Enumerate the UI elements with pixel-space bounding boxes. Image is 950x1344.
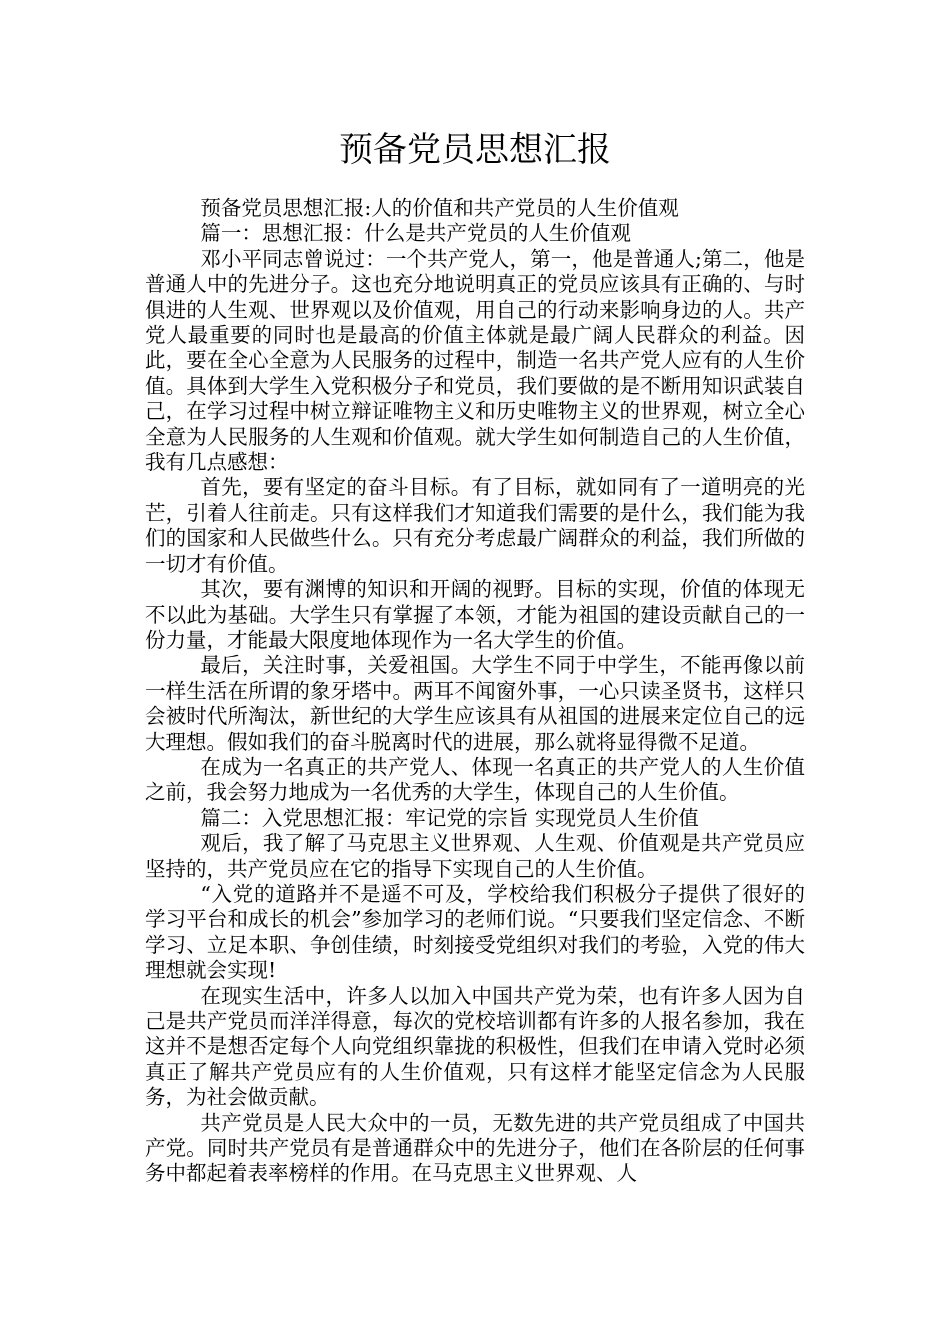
paragraph-subtitle: 预备党员思想汇报:人的价值和共产党员的人生价值观 <box>200 196 679 220</box>
paragraph: 在成为一名真正的共产党人、体现一名真正的共产党人的人生价值之前，我会努力地成为一名优秀的大学生，体现自己的人生价值。 <box>145 754 805 805</box>
paragraph-section-two-heading: 篇二：入党思想汇报：牢记党的宗旨 实现党员人生价值 <box>200 805 699 830</box>
paragraph: “入党的道路并不是遥不可及，学校给我们积极分子提供了很好的学习平台和成长的机会”参加学习的老师们说。“只要我们坚定信念、不断学习、立足本职、争创佳绩，时刻接受党组织对我们的考验，入党的伟大理想就会实现! <box>145 881 805 983</box>
paragraph: 最后，关注时事，关爱祖国。大学生不同于中学生，不能再像以前一样生活在所谓的象牙塔中。两耳不闻窗外事，一心只读圣贤书，这样只会被时代所淘汰，新世纪的大学生应该具有从祖国的进展来定位自己的远大理想。假如我们的奋斗脱离时代的进展，那么就将显得微不足道。 <box>145 653 805 754</box>
document-title: 预备党员思想汇报 <box>339 130 611 170</box>
paragraph: 共产党员是人民大众中的一员，无数先进的共产党员组成了中国共产党。同时共产党员有是普通群众中的先进分子，他们在各阶层的任何事务中都起着表率榜样的作用。在马克思主义世界观、人 <box>145 1110 805 1186</box>
paragraph: 首先，要有坚定的奋斗目标。有了目标，就如同有了一道明亮的光芒，引着人往前走。只有这样我们才知道我们需要的是什么，我们能为我们的国家和人民做些什么。只有充分考虑最广阔群众的利益，我们所做的一切才有价值。 <box>145 475 805 576</box>
paragraph: 观后，我了解了马克思主义世界观、人生观、价值观是共产党员应坚持的，共产党员应在它的指导下实现自己的人生价值。 <box>145 831 805 881</box>
paragraph: 在现实生活中，许多人以加入中国共产党为荣，也有许多人因为自己是共产党员而洋洋得意，每次的党校培训都有许多的人报名参加，我在这并不是想否定每个人向党组织靠拢的积极性，但我们在申请入党时必须真正了解共产党员应有的人生价值观，只有这样才能坚定信念为人民服务，为社会做贡献。 <box>145 983 805 1110</box>
paragraph: 邓小平同志曾说过：一个共产党人，第一，他是普通人;第二，他是普通人中的先进分子。这也充分地说明真正的党员应该具有正确的、与时俱进的人生观、世界观以及价值观，用自己的行动来影响身边的人。共产党人最重要的同时也是最高的价值主体就是最广阔人民群众的利益。因此，要在全心全意为人民服务的过程中，制造一名共产党人应有的人生价值。具体到大学生入党积极分子和党员，我们要做的是不断用知识武装自己，在学习过程中树立辩证唯物主义和历史唯物主义的世界观，树立全心全意为人民服务的人生观和价值观。就大学生如何制造自己的人生价值，我有几点感想： <box>145 246 805 475</box>
paragraph: 其次，要有渊博的知识和开阔的视野。目标的实现，价值的体现无不以此为基础。大学生只有掌握了本领，才能为祖国的建设贡献自己的一份力量，才能最大限度地体现作为一名大学生的价值。 <box>145 577 805 652</box>
paragraph-section-one-heading: 篇一：思想汇报：什么是共产党员的人生价值观 <box>200 221 631 246</box>
document-body <box>145 196 805 1187</box>
